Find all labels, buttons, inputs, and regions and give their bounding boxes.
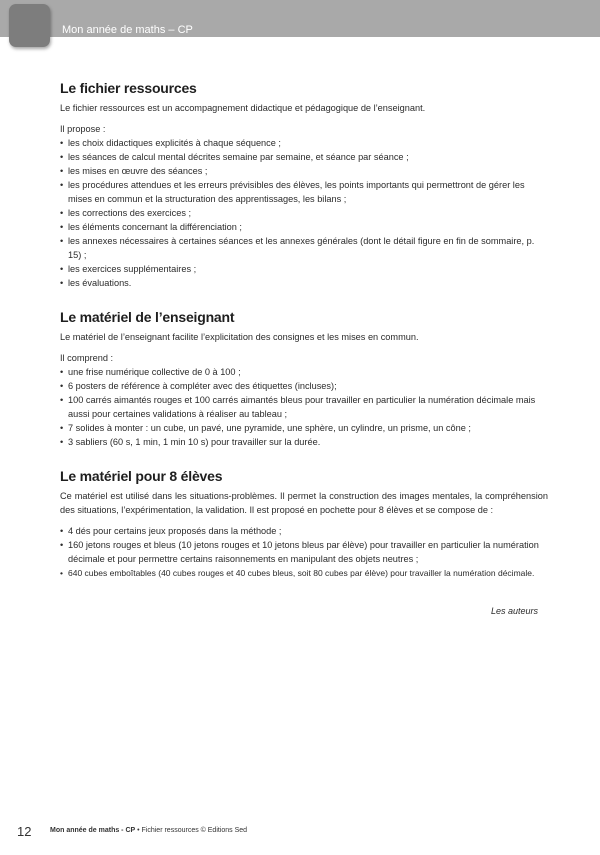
section-lead: Il propose : — [60, 124, 106, 134]
bullet-icon: • — [60, 278, 64, 288]
bullet-list — [60, 136, 548, 290]
footer-subtitle: Fichier ressources © Editions Sed — [141, 827, 248, 834]
list-item: • une frise numérique collective de 0 à 100 ; — [60, 367, 241, 377]
bullet-icon: • — [60, 367, 64, 377]
list-item: • 160 jetons rouges et bleus (10 jetons rouges et 10 jetons bleus par élève) pour travailler en particulier la numération décimale et pour permettre certains raisonnements en manipulant des objets neutres ; — [60, 540, 539, 564]
list-item: • les corrections des exercices ; — [60, 208, 192, 218]
list-item: • 4 dés pour certains jeux proposés dans la méthode ; — [60, 526, 282, 536]
header-title: Mon année de maths – CP — [62, 24, 193, 36]
footer-separator: • — [135, 827, 142, 834]
bullet-icon: • — [60, 222, 64, 232]
section-fichier-ressources — [60, 80, 548, 290]
section-title: Le fichier ressources — [60, 80, 197, 96]
bullet-icon: • — [60, 568, 63, 578]
header-tab — [9, 4, 50, 47]
page-content — [60, 80, 548, 635]
footer-book-title: Mon année de maths - CP — [50, 827, 136, 834]
bullet-icon: • — [60, 236, 64, 246]
section-materiel-enseignant — [60, 309, 548, 449]
list-item: • 3 sabliers (60 s, 1 min, 1 min 10 s) pour travailler sur la durée. — [60, 437, 321, 447]
section-title: Le matériel de l’enseignant — [60, 309, 235, 325]
list-item: • les éléments concernant la différenciation ; — [60, 222, 242, 232]
section-materiel-eleves — [60, 468, 548, 616]
list-item: • 640 cubes emboîtables (40 cubes rouges et 40 cubes bleus, soit 80 cubes par élève) pour travailler la numération décimale. — [60, 568, 535, 578]
footer-text — [50, 827, 247, 834]
section-intro: Le fichier ressources est un accompagnement didactique et pédagogique de l’enseignant. — [60, 103, 426, 113]
bullet-icon: • — [60, 264, 64, 274]
bullet-list — [60, 365, 548, 449]
list-item: • les évaluations. — [60, 278, 132, 288]
bullet-icon: • — [60, 423, 64, 433]
bullet-icon: • — [60, 138, 64, 148]
list-item: • les séances de calcul mental décrites semaine par semaine, et séance par séance ; — [60, 152, 409, 162]
bullet-icon: • — [60, 180, 64, 190]
list-item: • 6 posters de référence à compléter avec des étiquettes (incluses); — [60, 381, 337, 391]
list-item: • les exercices supplémentaires ; — [60, 264, 197, 274]
list-item: • 100 carrés aimantés rouges et 100 carrés aimantés bleus pour travailler en particulier la numération décimale mais aussi pour certaines validations à réaliser au tableau ; — [60, 395, 536, 419]
page-number: 12 — [17, 824, 32, 839]
list-item: • les annexes nécessaires à certaines séances et les annexes générales (dont le détail figure en fin de sommaire, p. 15) ; — [60, 236, 535, 260]
bullet-icon: • — [60, 540, 64, 550]
bullet-icon: • — [60, 437, 64, 447]
bullet-icon: • — [60, 381, 64, 391]
bullet-icon: • — [60, 395, 64, 405]
bullet-list — [60, 524, 548, 580]
bullet-icon: • — [60, 152, 64, 162]
bullet-icon: • — [60, 208, 64, 218]
section-intro: Ce matériel est utilisé dans les situations-problèmes. Il permet la construction des images mentales, la compréhension des situations, l’expérimentation, la validation. Il est proposé en pochette pour 8 élèves et se compose de : — [60, 491, 548, 515]
section-intro: Le matériel de l’enseignant facilite l’explicitation des consignes et les mises en commun. — [60, 332, 419, 342]
list-item: • les procédures attendues et les erreurs prévisibles des élèves, les points importants qui permettront de gérer les mises en commun et la structuration des apprentissages, les bilans ; — [60, 180, 525, 204]
section-lead: Il comprend : — [60, 353, 114, 363]
bullet-icon: • — [60, 166, 64, 176]
list-item: • 7 solides à monter : un cube, un pavé, une pyramide, une sphère, un cylindre, un prisme, un cône ; — [60, 423, 471, 433]
list-item: • les mises en œuvre des séances ; — [60, 166, 208, 176]
bullet-icon: • — [60, 526, 64, 536]
section-title: Le matériel pour 8 élèves — [60, 468, 223, 484]
signature: Les auteurs — [490, 606, 538, 616]
list-item: • les choix didactiques explicités à chaque séquence ; — [60, 138, 281, 148]
